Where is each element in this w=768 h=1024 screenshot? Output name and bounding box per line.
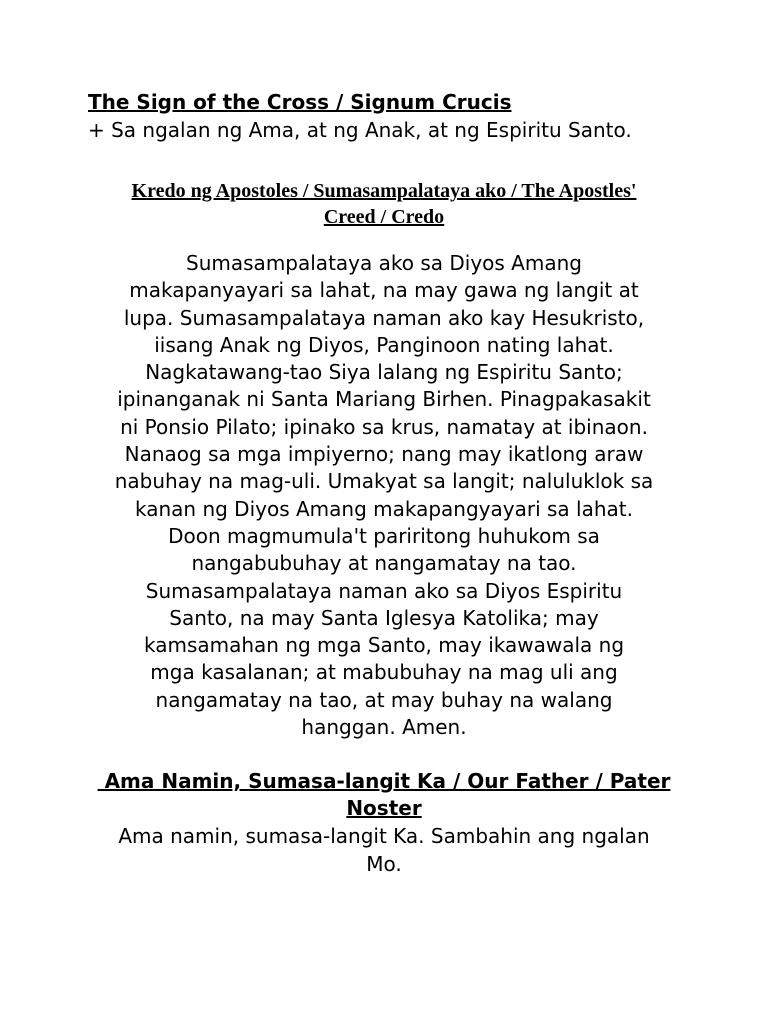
creed-line: nabuhay na mag-uli. Umakyat sa langit; naluluklok sa bbox=[114, 469, 654, 494]
pater-line: Ama namin, sumasa-langit Ka. Sambahin ang ngalan bbox=[118, 824, 650, 849]
sign-of-cross-title: The Sign of the Cross / Signum Crucis bbox=[88, 90, 512, 114]
creed-line: iisang Anak ng Diyos, Panginoon nating lahat. bbox=[154, 332, 614, 357]
pater-title bbox=[88, 768, 680, 822]
pater-line: Mo. bbox=[366, 852, 402, 877]
pater-title-line: Noster bbox=[346, 796, 422, 821]
creed-line: nangamatay na tao, at may buhay na walang bbox=[155, 687, 613, 712]
creed-line: ni Ponsio Pilato; ipinako sa krus, namatay at ibinaon. bbox=[120, 414, 648, 439]
creed-line: Nagkatawang-tao Siya lalang ng Espiritu Santo; bbox=[145, 360, 623, 385]
creed-line: Doon magmumula't pariritong huhukom sa bbox=[168, 523, 600, 548]
pater-text bbox=[88, 822, 680, 878]
creed-line: Santo, na may Santa Iglesya Katolika; may bbox=[169, 605, 599, 630]
credo-title bbox=[88, 178, 680, 230]
creed-line: kamsamahan ng mga Santo, may ikawawala ng bbox=[143, 633, 625, 658]
creed-line: kanan ng Diyos Amang makapangyayari sa lahat. bbox=[135, 496, 633, 521]
creed-text bbox=[88, 250, 680, 741]
creed-line: Sumasampalataya naman ako sa Diyos Espiritu bbox=[145, 578, 623, 603]
creed-line: Nanaog sa mga impiyerno; nang may ikatlong araw bbox=[124, 442, 644, 467]
creed-line: Sumasampalataya ako sa Diyos Amang bbox=[186, 251, 582, 275]
creed-line: makapanyayari sa lahat, na may gawa ng langit at bbox=[129, 278, 639, 303]
creed-line: nangabubuhay at nangamatay na tao. bbox=[191, 551, 577, 576]
creed-line: lupa. Sumasampalataya naman ako kay Hesukristo, bbox=[123, 305, 645, 330]
sign-of-cross-text: + Sa ngalan ng Ama, at ng Anak, at ng Espiritu Santo. bbox=[88, 118, 632, 142]
pater-title-line: Ama Namin, Sumasa-langit Ka / Our Father / Pater bbox=[97, 769, 671, 794]
creed-line: mga kasalanan; at mabubuhay na mag uli ang bbox=[150, 660, 618, 685]
credo-title-line: Creed / Credo bbox=[323, 206, 445, 228]
creed-line: hanggan. Amen. bbox=[301, 715, 467, 740]
credo-title-line: Kredo ng Apostoles / Sumasampalataya ako / The Apostles' bbox=[131, 180, 637, 202]
creed-line: ipinanganak ni Santa Mariang Birhen. Pinagpakasakit bbox=[117, 387, 651, 412]
